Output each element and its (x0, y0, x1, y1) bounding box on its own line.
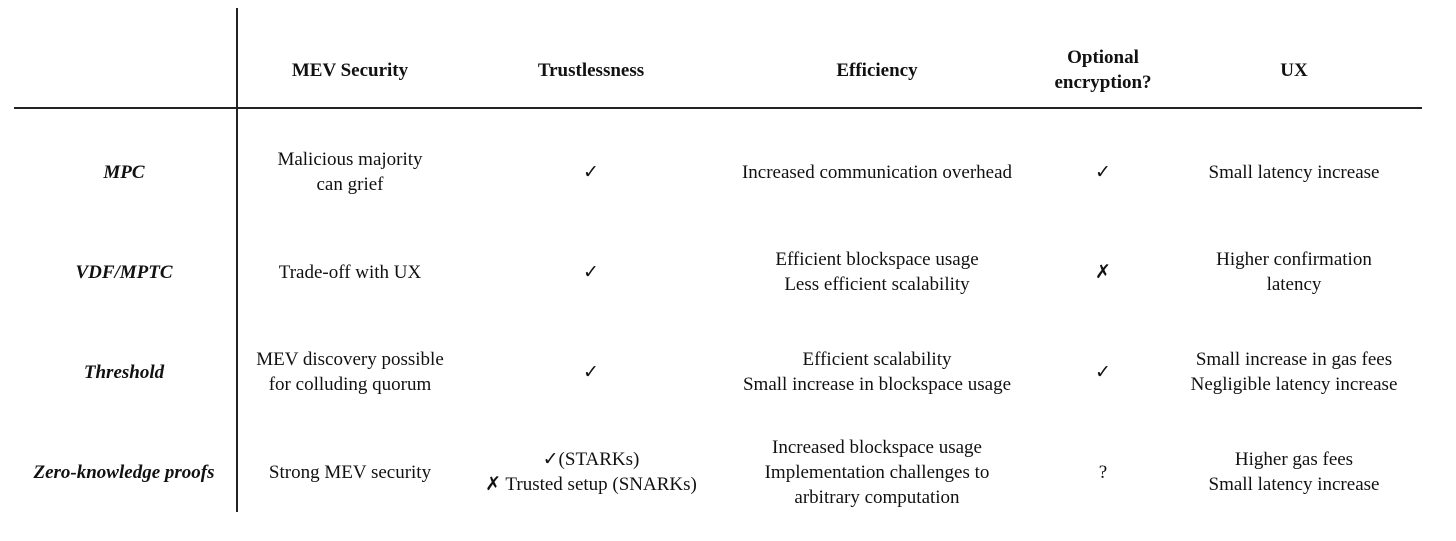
cell-optional-encryption (1040, 222, 1166, 322)
header-ux: UX (1280, 59, 1308, 81)
cell-trustlessness: ✓(STARKs) ✗ Trusted setup (SNARKs) (485, 449, 697, 495)
header-mev-security: MEV Security (291, 59, 409, 81)
check-mark-icon: ✓ (1095, 161, 1111, 183)
cell-optional-encryption (1040, 122, 1166, 222)
cell-efficiency: Efficient blockspace usage Less efficient scalability (775, 249, 979, 295)
cell-ux: Small latency increase (1208, 161, 1380, 183)
row-label: Zero-knowledge proofs (33, 461, 215, 483)
cell-trustlessness (468, 122, 714, 222)
check-mark-icon: ✓ (583, 161, 599, 183)
table-row (0, 222, 1456, 322)
header-empty (14, 20, 234, 120)
cell-efficiency: Increased blockspace usage Implementation challenges to arbitrary computation (764, 436, 990, 508)
table-row (0, 422, 1456, 522)
check-mark-icon: ✓ (583, 261, 599, 283)
cell-mev-security: MEV discovery possible for colluding quorum (256, 349, 444, 395)
cell-efficiency: Efficient scalability Small increase in blockspace usage (742, 349, 1011, 395)
table-row (0, 122, 1456, 222)
check-mark-icon: ✓ (1095, 361, 1111, 383)
row-label: VDF/MPTC (75, 261, 173, 283)
cell-optional-encryption (1040, 322, 1166, 422)
table-row (0, 322, 1456, 422)
cell-efficiency: Increased communication overhead (741, 161, 1013, 183)
cell-optional-encryption (1040, 422, 1166, 522)
row-label: Threshold (83, 361, 165, 383)
cell-trustlessness (468, 322, 714, 422)
cell-trustlessness (468, 222, 714, 322)
cell-ux: Small increase in gas fees Negligible latency increase (1190, 349, 1398, 395)
cell-ux: Higher confirmation latency (1216, 249, 1372, 295)
row-label: MPC (103, 161, 145, 183)
cell-mev-security: Malicious majority can grief (277, 149, 423, 195)
header-efficiency: Efficiency (836, 59, 918, 81)
cell-ux: Higher gas fees Small latency increase (1208, 449, 1380, 495)
table-header (0, 20, 1456, 120)
header-trustlessness: Trustlessness (537, 59, 645, 81)
cell-mev-security: Strong MEV security (268, 461, 432, 483)
header-optional-encryption: Optional encryption? (1054, 47, 1152, 93)
cross-mark-icon: ✗ (1095, 261, 1111, 283)
cell-mev-security: Trade-off with UX (278, 261, 422, 283)
question-mark-icon: ? (1098, 461, 1108, 483)
check-mark-icon: ✓ (583, 361, 599, 383)
